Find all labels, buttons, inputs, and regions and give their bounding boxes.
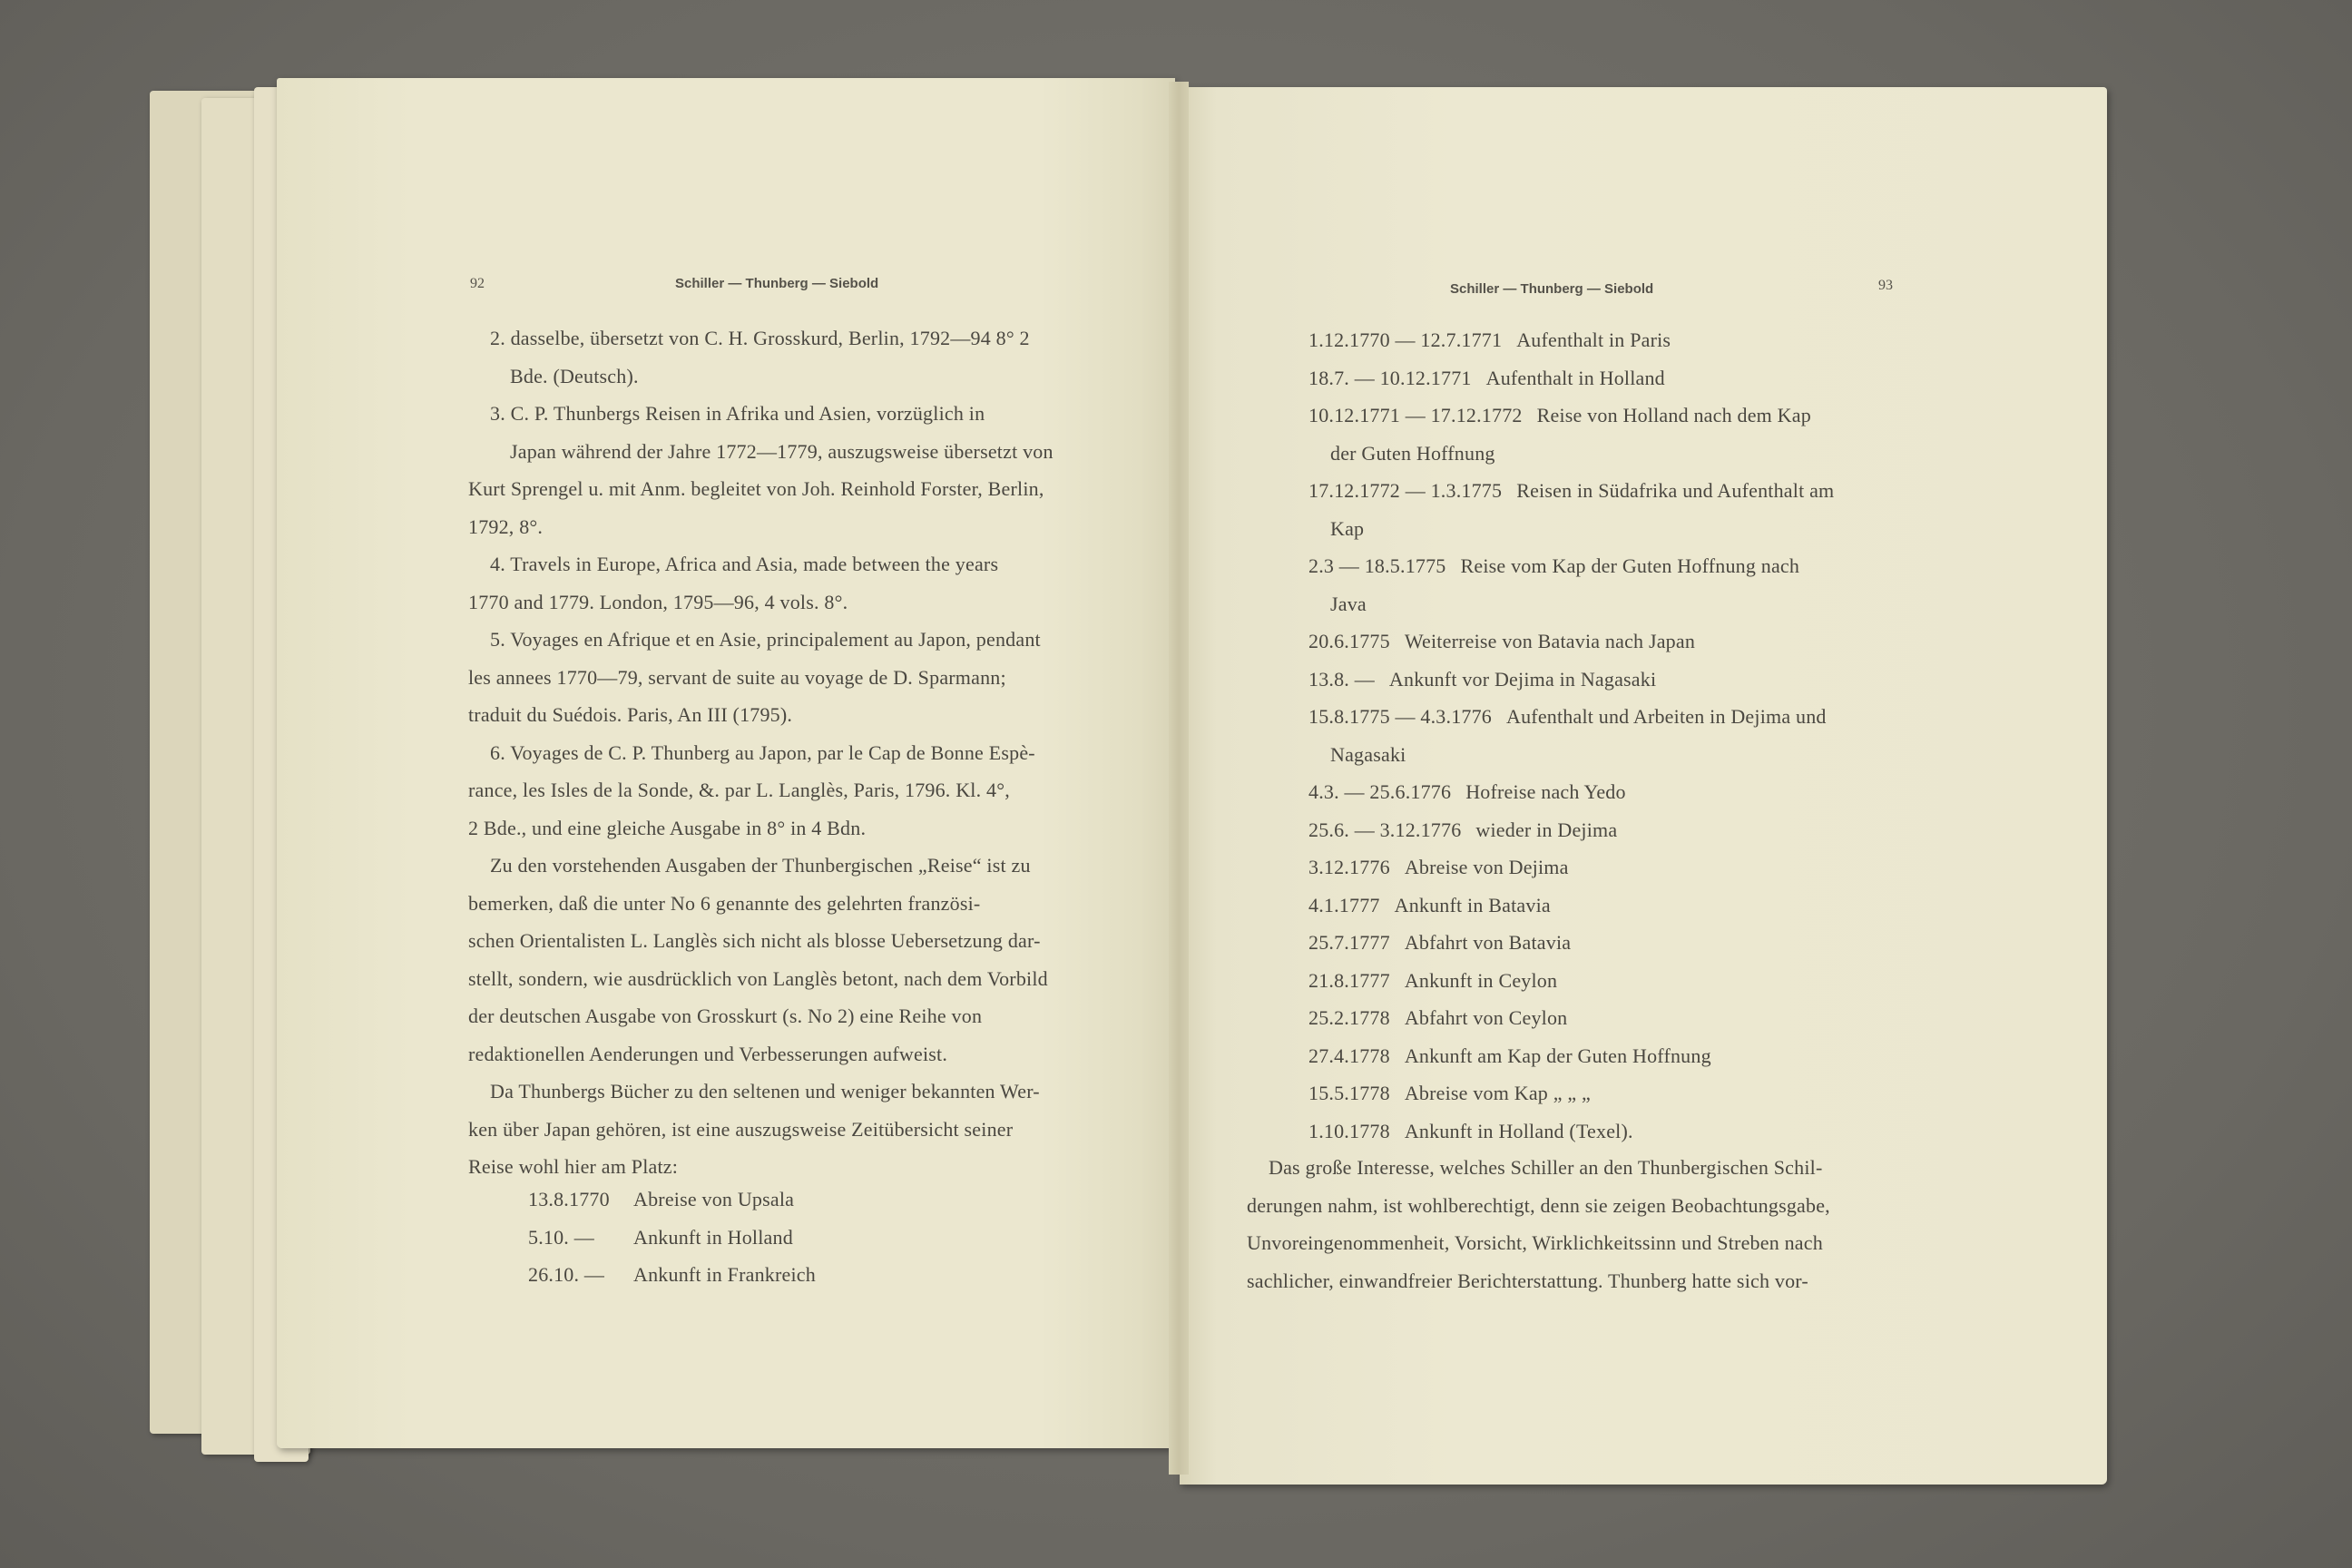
- timeline-date: 21.8.1777: [1308, 968, 1390, 992]
- timeline-event: Ankunft in Holland: [633, 1225, 793, 1249]
- timeline-row: [1308, 811, 1898, 849]
- text-line: 3. C. P. Thunbergs Reisen in Afrika und Asien, vorzüglich in: [490, 402, 985, 425]
- timeline-event: Abfahrt von Ceylon: [1404, 1006, 1568, 1029]
- timeline-row: [1308, 359, 1898, 397]
- timeline-event: Reise von Holland nach dem Kap: [1536, 404, 1811, 426]
- timeline-row: [528, 1181, 982, 1219]
- timeline-event: Abreise vom Kap „ „ „: [1404, 1082, 1591, 1104]
- timeline-event: Ankunft in Frankreich: [633, 1263, 816, 1286]
- timeline-date: 15.8.1775 — 4.3.1776: [1308, 705, 1492, 728]
- timeline-row: [1308, 999, 1898, 1037]
- text-line: Zu den vorstehenden Ausgaben der Thunbergischen „Reise“ ist zu: [490, 854, 1031, 877]
- text-line: Da Thunbergs Bücher zu den seltenen und weniger bekannten Wer-: [490, 1080, 1040, 1102]
- timeline-row: [528, 1256, 982, 1294]
- timeline-event: Aufenthalt in Paris: [1516, 328, 1671, 351]
- timeline-date: 1.10.1778: [1308, 1119, 1390, 1142]
- text-line: schen Orientalisten L. Langlès sich nicht als blosse Uebersetzung dar-: [468, 929, 1041, 952]
- timeline-date: 27.4.1778: [1308, 1044, 1390, 1067]
- text-line: 4. Travels in Europe, Africa and Asia, made between the years: [490, 553, 999, 575]
- text-line: 1792, 8°.: [468, 514, 544, 538]
- left-body-text: [468, 319, 1109, 1186]
- timeline-date: 26.10. —: [528, 1263, 605, 1286]
- text-line: 2. dasselbe, übersetzt von C. H. Grosskurd, Berlin, 1792—94 8° 2: [490, 327, 1030, 349]
- text-line: Reise wohl hier am Platz:: [468, 1155, 679, 1178]
- timeline-row: [1308, 397, 1898, 435]
- timeline-row: [1308, 1074, 1898, 1112]
- text-line: stellt, sondern, wie ausdrücklich von Langlès betont, nach dem Vorbild: [468, 966, 1048, 990]
- timeline-row: [1308, 1112, 1898, 1151]
- text-line: traduit du Suédois. Paris, An III (1795).: [468, 703, 793, 726]
- left-timeline: [528, 1181, 982, 1294]
- timeline-date: 5.10. —: [528, 1225, 594, 1249]
- timeline-row: [1308, 773, 1898, 811]
- timeline-event: Abfahrt von Batavia: [1404, 931, 1572, 954]
- text-line: 5. Voyages en Afrique et en Asie, principalement au Japon, pendant: [490, 628, 1041, 651]
- timeline-date: 17.12.1772 — 1.3.1775: [1308, 479, 1503, 502]
- timeline-event: Ankunft am Kap der Guten Hoffnung: [1404, 1044, 1711, 1067]
- timeline-row: [1308, 661, 1898, 699]
- text-line: 2 Bde., und eine gleiche Ausgabe in 8° in 4 Bdn.: [468, 816, 867, 839]
- text-line: les annees 1770—79, servant de suite au voyage de D. Sparmann;: [468, 665, 1006, 689]
- book-gutter: [1169, 82, 1189, 1475]
- timeline-date: 18.7. — 10.12.1771: [1308, 366, 1472, 389]
- timeline-row: [1308, 924, 1898, 962]
- timeline-event: Reise vom Kap der Guten Hoffnung nach: [1460, 554, 1800, 577]
- timeline-row: [1308, 622, 1898, 661]
- text-line: sachlicher, einwandfreier Berichterstattung. Thunberg hatte sich vor-: [1247, 1269, 1808, 1292]
- timeline-date: 15.5.1778: [1308, 1082, 1390, 1104]
- timeline-date: 3.12.1776: [1308, 856, 1390, 878]
- text-line: Japan während der Jahre 1772—1779, auszugsweise übersetzt von: [510, 439, 1054, 463]
- timeline-row: [1308, 1037, 1898, 1075]
- text-line: 1770 and 1779. London, 1795—96, 4 vols. 8°.: [468, 590, 848, 613]
- text-line: ken über Japan gehören, ist eine auszugsweise Zeitübersicht seiner: [468, 1117, 1014, 1141]
- timeline-row: [1308, 848, 1898, 887]
- timeline-event: Ankunft in Batavia: [1394, 893, 1551, 916]
- timeline-event: Ankunft vor Dejima in Nagasaki: [1388, 667, 1657, 691]
- timeline-event: Aufenthalt und Arbeiten in Dejima und: [1506, 705, 1827, 728]
- timeline-event: Weiterreise von Batavia nach Japan: [1404, 630, 1696, 652]
- right-running-head: Schiller — Thunberg — Siebold: [1450, 281, 1654, 297]
- timeline-row: [1308, 547, 1898, 585]
- timeline-date: 1.12.1770 — 12.7.1771: [1308, 328, 1503, 351]
- text-line: 6. Voyages de C. P. Thunberg au Japon, par le Cap de Bonne Espè-: [490, 740, 1035, 764]
- timeline-date: 20.6.1775: [1308, 630, 1390, 652]
- timeline-event-continued: Nagasaki: [1330, 742, 1406, 766]
- right-page-number: 93: [1878, 278, 1893, 293]
- timeline-event: Abreise von Dejima: [1404, 856, 1569, 878]
- timeline-event: Reisen in Südafrika und Aufenthalt am: [1516, 479, 1835, 502]
- timeline-date: 13.8. —: [1308, 667, 1375, 691]
- timeline-row: [1308, 321, 1898, 359]
- right-closing-paragraph: [1247, 1149, 1893, 1299]
- text-line: Das große Interesse, welches Schiller an den Thunbergischen Schil-: [1269, 1156, 1823, 1179]
- text-line: Bde. (Deutsch).: [510, 364, 639, 387]
- timeline-date: 2.3 — 18.5.1775: [1308, 554, 1446, 577]
- timeline-event: Ankunft in Holland (Texel).: [1404, 1119, 1633, 1142]
- timeline-event: wieder in Dejima: [1475, 818, 1618, 841]
- text-line: rance, les Isles de la Sonde, &. par L. Langlès, Paris, 1796. Kl. 4°,: [468, 779, 1010, 801]
- timeline-row: [1308, 887, 1898, 925]
- timeline-event-continued: Java: [1330, 592, 1367, 615]
- timeline-date: 25.2.1778: [1308, 1006, 1390, 1029]
- timeline-event-continued: Kap: [1330, 516, 1365, 540]
- timeline-event: Hofreise nach Yedo: [1465, 780, 1626, 803]
- text-line: redaktionellen Aenderungen und Verbesserungen aufweist.: [468, 1042, 948, 1065]
- timeline-date: 10.12.1771 — 17.12.1772: [1308, 404, 1523, 426]
- timeline-date: 4.1.1777: [1308, 893, 1380, 916]
- text-line: bemerken, daß die unter No 6 genannte des gelehrten französi-: [468, 891, 981, 915]
- timeline-date: 13.8.1770: [528, 1188, 610, 1210]
- timeline-event: Ankunft in Ceylon: [1404, 968, 1558, 992]
- timeline-date: 4.3. — 25.6.1776: [1308, 780, 1452, 803]
- timeline-row: [528, 1219, 982, 1257]
- timeline-row: [1308, 698, 1898, 736]
- text-line: Kurt Sprengel u. mit Anm. begleitet von Joh. Reinhold Forster, Berlin,: [468, 477, 1044, 500]
- right-timeline: [1308, 321, 1898, 1150]
- timeline-row: [1308, 472, 1898, 510]
- timeline-row: [1308, 962, 1898, 1000]
- timeline-event: Abreise von Upsala: [633, 1188, 795, 1210]
- timeline-event-continued: der Guten Hoffnung: [1330, 441, 1495, 465]
- timeline-date: 25.6. — 3.12.1776: [1308, 818, 1462, 841]
- left-running-head: Schiller — Thunberg — Siebold: [675, 276, 879, 291]
- timeline-event: Aufenthalt in Holland: [1485, 366, 1665, 389]
- text-line: derungen nahm, ist wohlberechtigt, denn sie zeigen Beobachtungsgabe,: [1247, 1193, 1830, 1217]
- text-line: der deutschen Ausgabe von Grosskurt (s. No 2) eine Reihe von: [468, 1004, 983, 1027]
- timeline-date: 25.7.1777: [1308, 931, 1390, 954]
- left-page-number: 92: [470, 276, 485, 291]
- text-line: Unvoreingenommenheit, Vorsicht, Wirklichkeitssinn und Streben nach: [1247, 1231, 1823, 1254]
